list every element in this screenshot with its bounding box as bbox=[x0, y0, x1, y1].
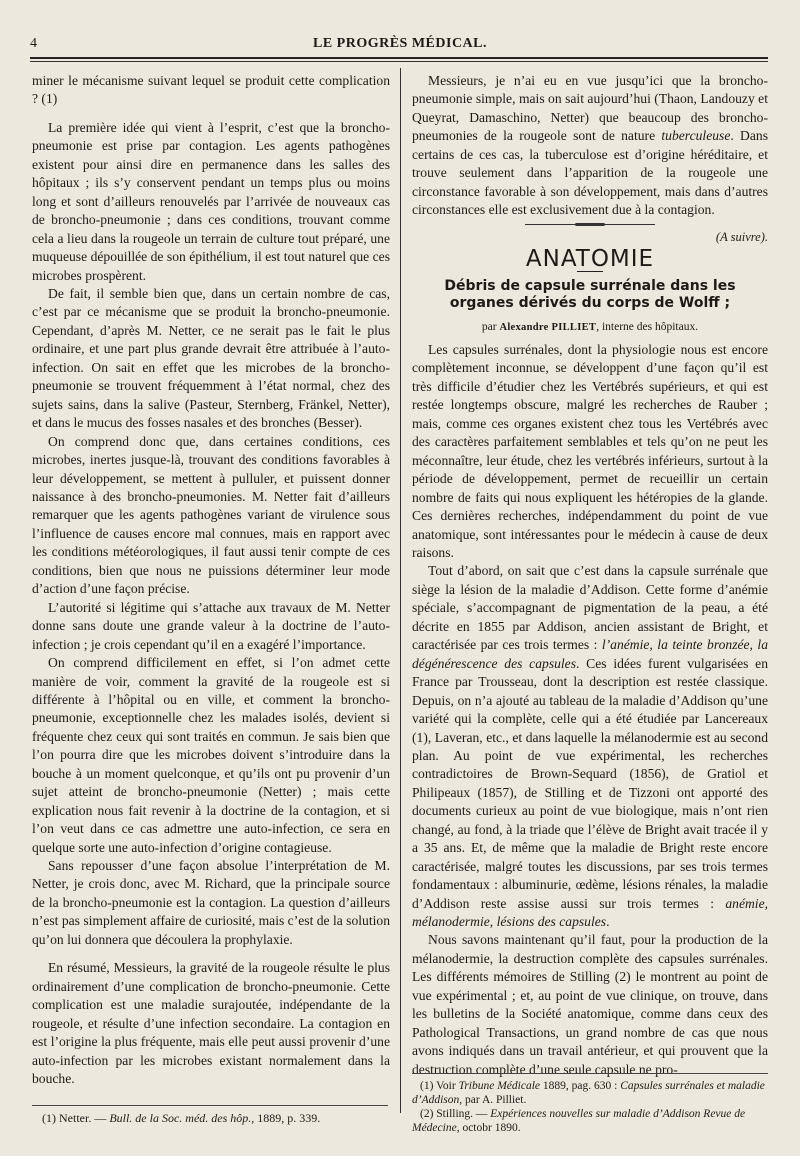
footnote-reference: Bull. de la Soc. méd. des hôp. bbox=[109, 1111, 252, 1125]
article-title: Débris de capsule surrénale dans les organes dérivés du corps de Wolff ; bbox=[444, 277, 736, 311]
to-be-continued: (A suivre). bbox=[715, 229, 768, 244]
paragraph: Les capsules surrénales, dont la physiologie nous est encore complètement inconnue, se développent d’une façon qu’il est très difficile d’étudier chez les Vertébrés supérieurs, et qui est restée longtemps obscure, malgré les recherches de Rauber ; mais, comme ces organes existent chez tous les Vertébrés avec des caractères parfaitement semblables et tels qu’on ne peut les méconnaître, leur étude, chez les vertébrés inférieurs, surtout à la période de développement, permet de recueillir un certain nombre de faits qui nous expliquent les hétéropies de la glande. Ces dernières recherches, indépendamment du point de vue anatomique, sont intéressantes pour le médecin à cause de deux raisons. bbox=[412, 341, 768, 560]
text-run: . Ces idées furent vulgarisées en France par Trousseau, dont la description est restée classique. Depuis, on n’a ajouté au tableau de la maladie d’Addison qu’une variété qui la complète, celle qui a été étudiée par Lancereaux (1), Laveran, etc., et dans laquelle la mélanodermie est au second plan. Au point de vue expérimental, les recherches contradictoires de Brown-Sequard (1856), de Gratiol et Philipeaux (1857), de Stilling et de Tizzoni ont apporté des documents curieux au point de vue biologique, mais n’ont rien changé, au fond, à la triade que l’élève de Bright avait tracée il y a 35 ans. Et, de même que la maladie de Bright reste encore caractérisée, malgré toutes les discussions, par ses trois termes fondamentaux : albuminurie, œdème, lésions rénales, la maladie d’Addison reste assise aussi sur trois termes : bbox=[412, 655, 769, 911]
text-run: (1) Voir bbox=[420, 1080, 459, 1092]
page-header bbox=[30, 36, 770, 54]
footnote-text: , 1889, p. 339. bbox=[251, 1111, 321, 1125]
paragraph: En résumé, Messieurs, la gravité de la rougeole résulte le plus ordinairement d’une complication de broncho-pneumonie. Cette complication est une maladie surajoutée, indépendante de la rougeole, et résulte d’une infection secondaire. La contagion en est l’origine la plus fréquente, mais elle peut aussi provenir d’une auto-infection par les microbes existant normalement dans la bouche. bbox=[32, 960, 390, 1087]
text-run: . bbox=[606, 914, 610, 930]
text-run-italic: l’anémie, la teinte bronzée, la dégénérescence des capsules bbox=[412, 637, 768, 671]
text-run-italic: tuberculeuse bbox=[661, 128, 731, 144]
paragraph: Sans repousser d’une façon absolue l’interprétation de M. Netter, je crois donc, avec M. Richard, que la principale source de la broncho-pneumonie est la contagion. La question d’ailleurs n’est pas simplement affaire de curiosité, mais c’est de la solution qu’on lui donnera que découlera la prophylaxie. bbox=[32, 858, 390, 947]
paragraph: L’autorité si légitime qui s’attache aux travaux de M. Netter donne sans doute une grande valeur à la doctrine de l’auto-infection ; je crois cependant qu’il en a exagéré l’importance. bbox=[32, 599, 390, 652]
footnote-number: (1) Netter. — bbox=[42, 1111, 110, 1125]
footnote-rule bbox=[412, 1073, 768, 1074]
text-run: Tout d’abord, on sait que c’est dans la capsule surrénale que siège la lésion de la maladie d’Addison. Cette forme d’anémie spéciale, s’accompagnant de pigmentation de la peau, a été décrite en 1855 par Addison, ancien assistant de Bright, et caractérisée par ces trois termes : bbox=[412, 563, 768, 653]
paragraph: Nous savons maintenant qu’il faut, pour la production de la mélanodermie, la destruction complète des capsules surrénales. Les différents mémoires de Stilling (2) le montrent au point de vue expérimental ; et, au point de vue clinique, on trouve, dans les bulletins de la Société anatomique, comme dans ceux des Pathological Transactions, un grand nombre de cas que nous avons indiqués dans un travail antérieur, et qui prouvent que la destruction complète d’une seule capsule ne pro- bbox=[412, 932, 768, 1077]
paragraph: La première idée qui vient à l’esprit, c’est que la broncho-pneumonie est prise par contagion. Les agents pathogènes existent pour ainsi dire en permanence dans les salles des hôpitaux ; ils s’y conservent pendant un temps plus ou moins long et sont d’ailleurs renouvelés par l’arrivée de nouveaux cas de broncho-pneumonie ; dans ces conditions, trouvant comme cela a lieu dans la rougeole un terrain de culture tout préparé, une muqueuse dépouillée de son épithélium, il est tout naturel que ces microbes prospèrent. bbox=[32, 119, 390, 283]
text-run: (2) Stilling. — bbox=[420, 1108, 491, 1120]
column-divider bbox=[400, 68, 401, 1113]
page-number: 4 bbox=[30, 36, 37, 51]
text-run-italic: anémie, mélanodermie, lésions des capsules bbox=[412, 895, 768, 930]
journal-title: LE PROGRÈS MÉDICAL. bbox=[312, 36, 488, 51]
paragraph: On comprend donc que, dans certaines conditions, ces microbes, inertes jusque-là, trouvant des conditions favorables à leur développement, se mettent à pulluler, et puissent donner naissance à des broncho-pneumonies. M. Netter fait d’ailleurs remarquer que les agents pathogènes variant de virulence sous l’influence de causes encore mal connues, mais en rapport avec les conditions météorologiques, il faut aussi tenir compte de ces conditions, bien que nous ne puissions déterminer leur mode d’action d’une façon précise. bbox=[32, 433, 390, 597]
text-run: Messieurs, je n’ai eu en vue jusqu’ici que la broncho-pneumonie simple, mais on sait aujourd’hui (Thaon, Landouzy et Queyrat, Damaschino, Netter) que beaucoup des broncho-pneumonies de la rougeole sont de nature bbox=[412, 73, 768, 144]
footnotes bbox=[412, 1079, 768, 1135]
text-run: 1889, pag. 630 : bbox=[540, 1080, 621, 1092]
author-title: , interne des hôpitaux. bbox=[596, 320, 699, 333]
text-run-italic: Capsules surrénales et maladie d’Addison bbox=[412, 1080, 765, 1106]
footnote bbox=[42, 1111, 387, 1126]
footnote bbox=[412, 1107, 768, 1135]
header-rule bbox=[30, 57, 768, 59]
footnote-rule bbox=[32, 1105, 388, 1106]
text-run: . Dans certains de ces cas, la tuberculose est d’origine héréditaire, et trouve seulement dans l’apparition de la rougeole une circonstance favorable à son développement, mais dans d’autres circonstances elle est exclusivement due à la contagion. bbox=[412, 128, 768, 218]
paragraph: miner le mécanisme suivant lequel se produit cette complication ? (1) bbox=[32, 73, 390, 107]
byline bbox=[412, 318, 768, 337]
header-rule-thin bbox=[30, 61, 768, 62]
paragraph bbox=[412, 562, 768, 931]
text-run: , octobr 1890. bbox=[456, 1122, 521, 1134]
ornamental-divider bbox=[525, 222, 655, 228]
text-run: , par A. Pilliet. bbox=[459, 1094, 527, 1106]
paragraph bbox=[412, 72, 768, 220]
text-run-italic: Expériences nouvelles sur maladie d’Addison Revue de Médecine bbox=[412, 1108, 746, 1134]
footnote bbox=[412, 1079, 768, 1107]
author-name: Alexandre PILLIET bbox=[499, 321, 597, 333]
left-column bbox=[32, 72, 390, 1088]
right-column bbox=[412, 72, 768, 1079]
text-run-italic: Tribune Médicale bbox=[458, 1080, 541, 1092]
paragraph: On comprend difficilement en effet, si l’on admet cette manière de voir, comment la gravité de la rougeole est si différente à l’hôpital ou en ville, et comment la broncho-pneumonie, exceptionnelle chez les malades isolés, devient si fréquente chez ceux qui sont traités en commun. Je sais bien que l’on pourra dire que les microbes doivent s’introduire dans la bouche à un moment quelconque, et qu’ils ont pu provenir d’un sujet atteint de broncho-pneumonie (Netter) ; mais cette explication nous fait revenir à la doctrine de la contagion, et si l’on veut dans ce cas admettre une auto-infection, ce sera en quelque sorte une auto-infection d’origine contagieuse. bbox=[32, 655, 390, 855]
paragraph: De fait, il semble bien que, dans un certain nombre de cas, c’est par ce mécanisme que se produit la broncho-pneumonie. Cependant, d’après M. Netter, ce ne serait pas le fait le plus ordinaire, et une part plus grande devrait être attribuée à l’auto-infection. On sait en effet que les microbes de la broncho-pneumonie se trouvent fréquemment à l’état normal, chez des sujets sains, dans la salive (Pasteur, Sternberg, Fränkel, Netter), et dans le mucus des fosses nasales et des bronches (Besser). bbox=[32, 285, 390, 431]
byline-prefix: par bbox=[481, 320, 500, 333]
section-title: ANATOMIE bbox=[525, 246, 655, 273]
